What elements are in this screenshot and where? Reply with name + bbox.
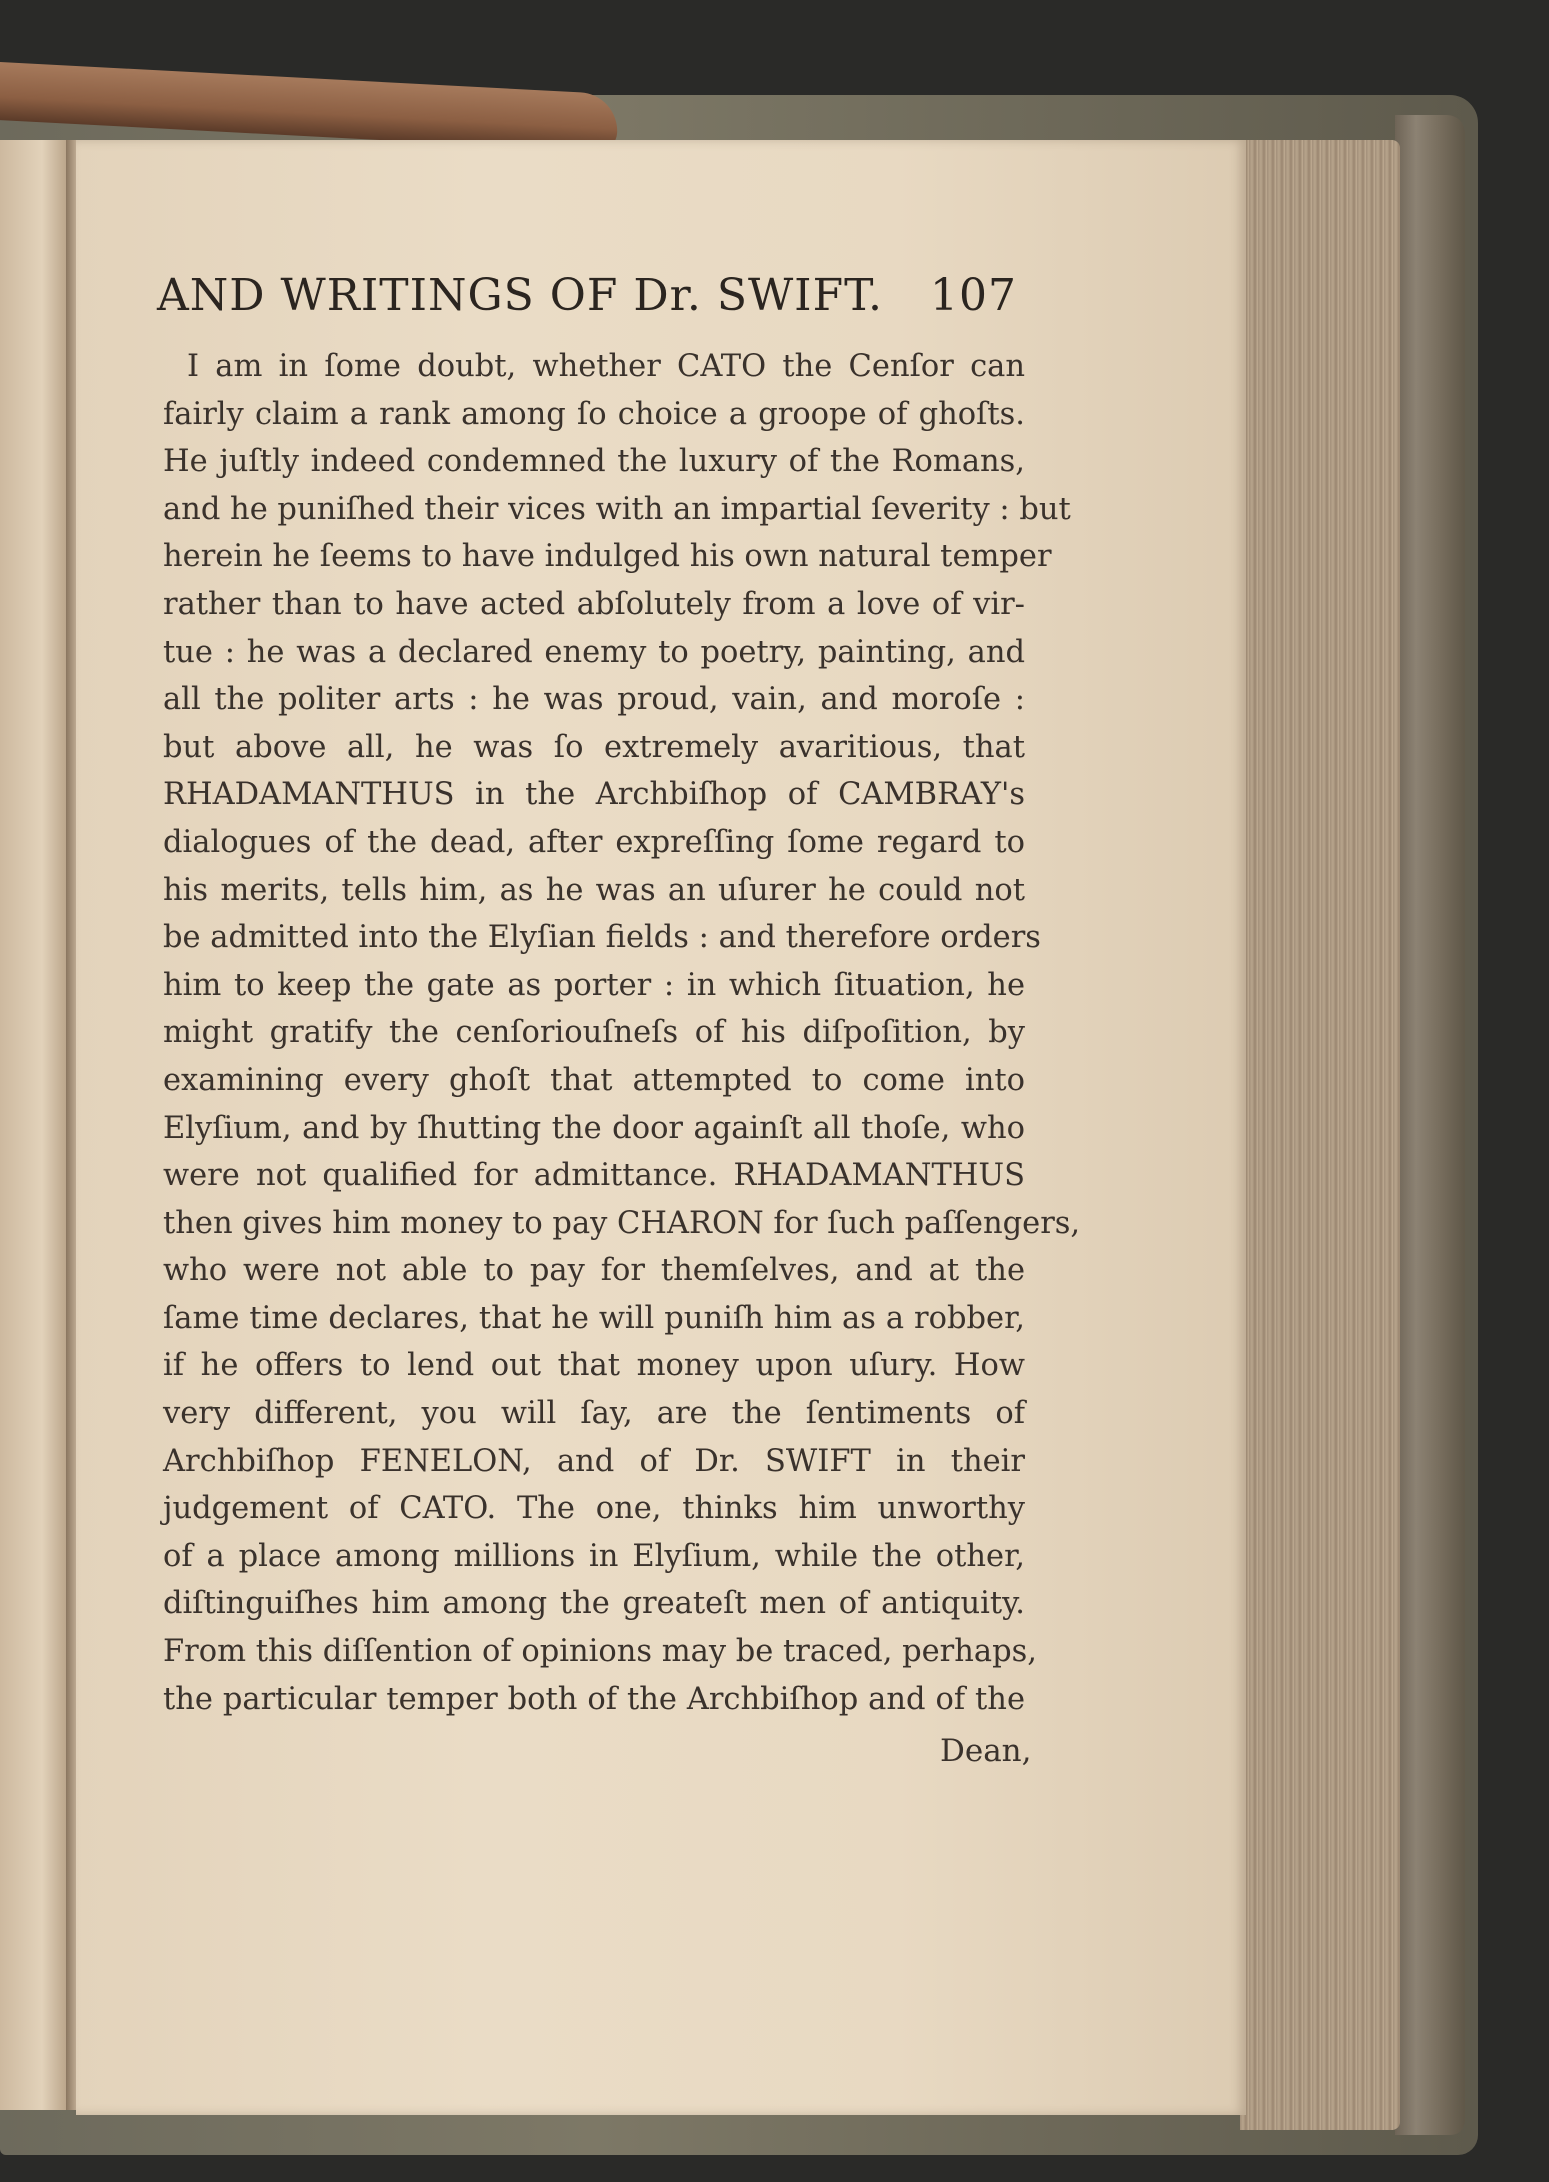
book-cover-edge	[1395, 115, 1465, 2135]
text-line: judgement of CATO. The one, thinks him unworthy	[163, 1491, 1025, 1527]
running-header	[157, 270, 1017, 321]
text-line: rather than to have acted abſolutely from a love of vir-	[163, 586, 1025, 622]
text-line: Archbiſhop FENELON, and of Dr. SWIFT in their	[163, 1443, 1025, 1479]
text-line: but above all, he was ſo extremely avaritious, that	[163, 729, 1025, 765]
text-line: RHADAMANTHUS in the Archbiſhop of CAMBRAY's	[163, 777, 1025, 813]
text-line: dialogues of the dead, after expreſſing ſome regard to	[163, 824, 1025, 860]
text-line: tue : he was a declared enemy to poetry, painting, and	[163, 634, 1025, 670]
text-line: if he offers to lend out that money upon uſury. How	[163, 1348, 1025, 1384]
text-line: of a place among millions in Elyſium, while the other,	[163, 1538, 1025, 1574]
text-line: his merits, tells him, as he was an uſurer he could not	[163, 872, 1025, 908]
page-block-edge	[1240, 140, 1400, 2130]
text-line: be admitted into the Elyſian fields : and therefore orders	[163, 920, 1041, 956]
text-line: and he puniſhed their vices with an impartial ſeverity : but	[163, 491, 1071, 527]
text-line: very different, you will ſay, are the ſentiments of	[163, 1396, 1025, 1432]
text-line: diſtinguiſhes him among the greateſt men of antiquity.	[163, 1586, 1025, 1622]
catchword: Dean,	[940, 1733, 1032, 1769]
text-line: might gratify the cenſoriouſneſs of his diſpoſition, by	[163, 1015, 1025, 1051]
text-line: who were not able to pay for themſelves, and at the	[163, 1253, 1025, 1289]
text-line: I am in ſome doubt, whether CATO the Cenſor can	[187, 349, 1025, 384]
text-line: herein he ſeems to have indulged his own natural temper	[163, 539, 1052, 575]
text-line: ſame time declares, that he will puniſh him as a robber,	[163, 1300, 1025, 1336]
body-text	[163, 343, 1081, 1723]
running-head-title: AND WRITINGS OF Dr. SWIFT.	[157, 270, 883, 321]
text-line: the particular temper both of the Archbiſhop and of the	[163, 1681, 1025, 1717]
text-line: all the politer arts : he was proud, vain, and moroſe :	[163, 682, 1025, 718]
text-line: examining every ghoſt that attempted to come into	[163, 1062, 1025, 1098]
text-line: He juſtly indeed condemned the luxury of the Romans,	[163, 444, 1025, 480]
left-page-sliver	[0, 140, 70, 2110]
text-line: then gives him money to pay CHARON for ſuch paſſengers,	[163, 1205, 1081, 1241]
text-line: were not qualified for admittance. RHADAMANTHUS	[163, 1158, 1025, 1194]
text-line: Elyſium, and by ſhutting the door againſt all thoſe, who	[163, 1110, 1025, 1146]
text-line: him to keep the gate as porter : in which ſituation, he	[163, 967, 1025, 1003]
page-number: 107	[930, 270, 1017, 321]
text-line: fairly claim a rank among ſo choice a groope of ghoſts.	[163, 396, 1025, 432]
text-line: From this diſſention of opinions may be traced, perhaps,	[163, 1634, 1037, 1670]
